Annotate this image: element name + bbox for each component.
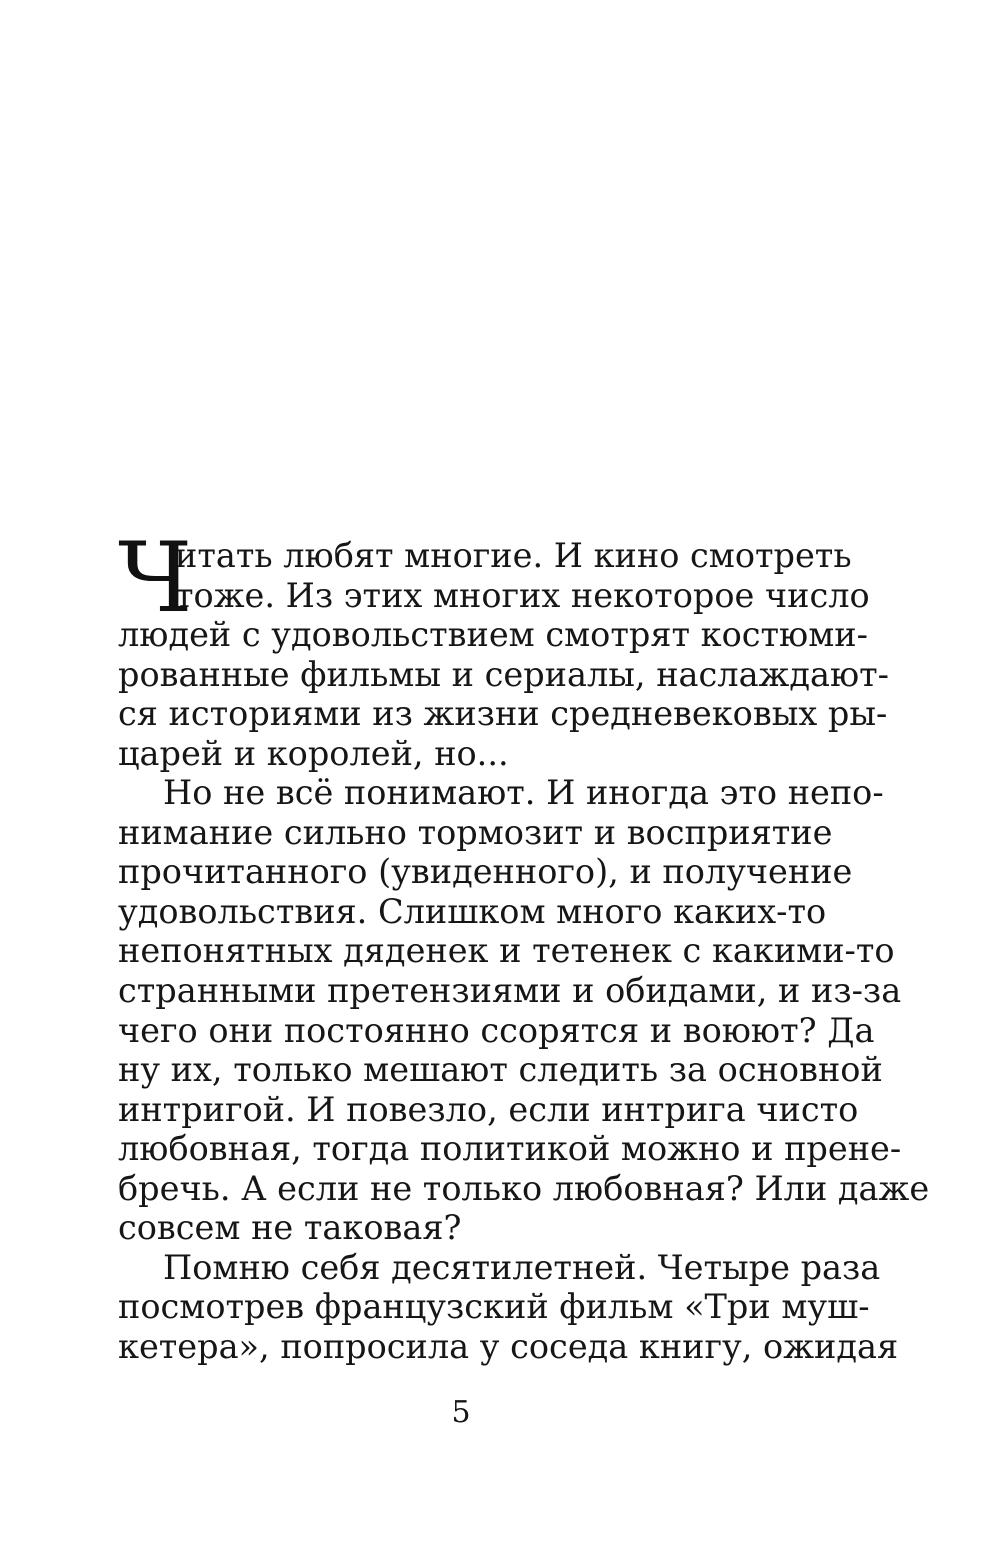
text-line: итать любят многие. И кино смотреть xyxy=(175,536,852,575)
text-line: рованные фильмы и сериалы, наслаждают- xyxy=(118,654,889,694)
text-line: бречь. А если не только любовная? Или даже xyxy=(118,1168,930,1208)
text-line: любовная, тогда политикой можно и прене- xyxy=(118,1129,902,1169)
body-text xyxy=(118,522,930,1366)
text-line: нимание сильно тормозит и восприятие xyxy=(118,812,833,852)
text-line: кетера», попросила у соседа книгу, ожидая xyxy=(118,1326,899,1366)
text-line: царей и королей, но... xyxy=(118,733,509,773)
text-line: странными претензиями и обидами, и из-за xyxy=(118,971,902,1011)
text-line: прочитанного (увиденного), и получение xyxy=(118,852,853,892)
paragraph-3 xyxy=(118,1247,899,1367)
text-line: интригой. И повезло, если интрига чисто xyxy=(118,1089,859,1129)
text-line: людей с удовольствием смотрят костюми- xyxy=(118,615,868,655)
paragraph-1 xyxy=(118,522,889,773)
text-line: непонятных дяденек и тетенек с какими-то xyxy=(118,931,895,971)
text-line: совсем не таковая? xyxy=(118,1208,462,1248)
text-line: Помню себя десятилетней. Четыре раза xyxy=(163,1247,881,1287)
text-line: ну их, только мешают следить за основной xyxy=(118,1050,883,1090)
text-line: Но не всё понимают. И иногда это непо- xyxy=(163,773,884,813)
text-line: чего они постоянно ссорятся и воюют? Да xyxy=(118,1010,875,1050)
page-number: 5 xyxy=(451,1395,471,1430)
text-line: посмотрев французский фильм «Три муш- xyxy=(118,1287,870,1327)
drop-cap: Ч xyxy=(118,522,193,634)
text-line: тоже. Из этих многих некоторое число xyxy=(175,575,870,615)
text-line: ся историями из жизни средневековых ры- xyxy=(118,694,888,734)
text-line: удовольствия. Слишком много каких-то xyxy=(118,891,827,931)
paragraph-2 xyxy=(118,773,930,1248)
